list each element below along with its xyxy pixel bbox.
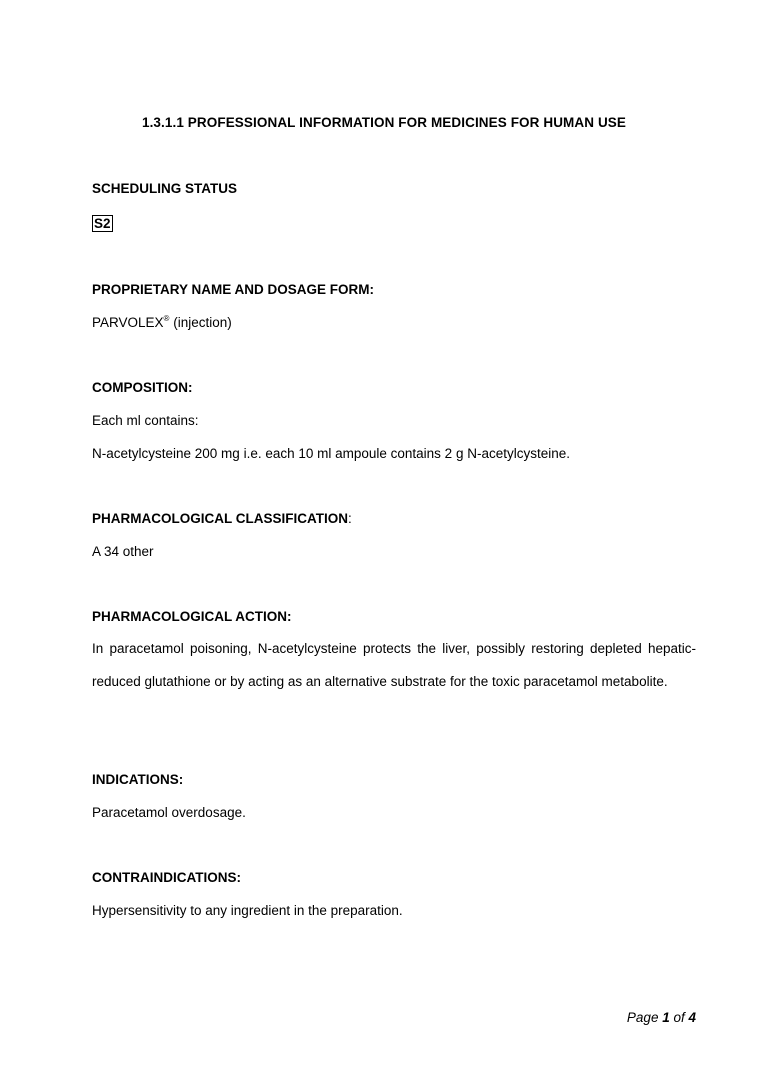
schedule-badge: S2 <box>94 216 111 231</box>
scheduling-status-heading: SCHEDULING STATUS <box>92 181 237 196</box>
dosage-form: (injection) <box>169 315 232 330</box>
action-heading: PHARMACOLOGICAL ACTION: <box>92 609 292 624</box>
composition-heading: COMPOSITION: <box>92 380 193 395</box>
classification-heading-text: PHARMACOLOGICAL CLASSIFICATION <box>92 511 348 526</box>
composition-line-1: Each ml contains: <box>92 413 199 428</box>
classification-colon: : <box>348 511 352 526</box>
indications-heading: INDICATIONS: <box>92 772 184 787</box>
page-label: Page <box>626 1010 663 1025</box>
current-page: 1 <box>662 1010 670 1025</box>
document-title: 1.3.1.1 PROFESSIONAL INFORMATION FOR MEDICINES FOR HUMAN USE <box>141 115 627 130</box>
page-number <box>627 1010 696 1025</box>
composition-line-2: N-acetylcysteine 200 mg i.e. each 10 ml ampoule contains 2 g N-acetylcysteine. <box>92 446 570 461</box>
contraindications-text: Hypersensitivity to any ingredient in the preparation. <box>92 903 403 918</box>
registered-mark: ® <box>163 314 170 323</box>
classification-heading <box>92 511 352 526</box>
indications-text: Paracetamol overdosage. <box>92 805 246 820</box>
proprietary-heading: PROPRIETARY NAME AND DOSAGE FORM: <box>92 282 375 297</box>
product-name: PARVOLEX <box>92 315 164 330</box>
contraindications-heading: CONTRAINDICATIONS: <box>92 870 241 885</box>
proprietary-name <box>92 315 232 330</box>
action-paragraph: In paracetamol poisoning, N-acetylcysteine protects the liver, possibly restoring depleted hepatic-reduced glutathione or by acting as an alternative substrate for the toxic paracetamol metabolite. <box>92 641 696 689</box>
classification-value: A 34 other <box>92 544 154 559</box>
scheduling-status-value <box>92 215 113 232</box>
of-label: of <box>669 1010 689 1025</box>
total-pages: 4 <box>688 1010 696 1025</box>
